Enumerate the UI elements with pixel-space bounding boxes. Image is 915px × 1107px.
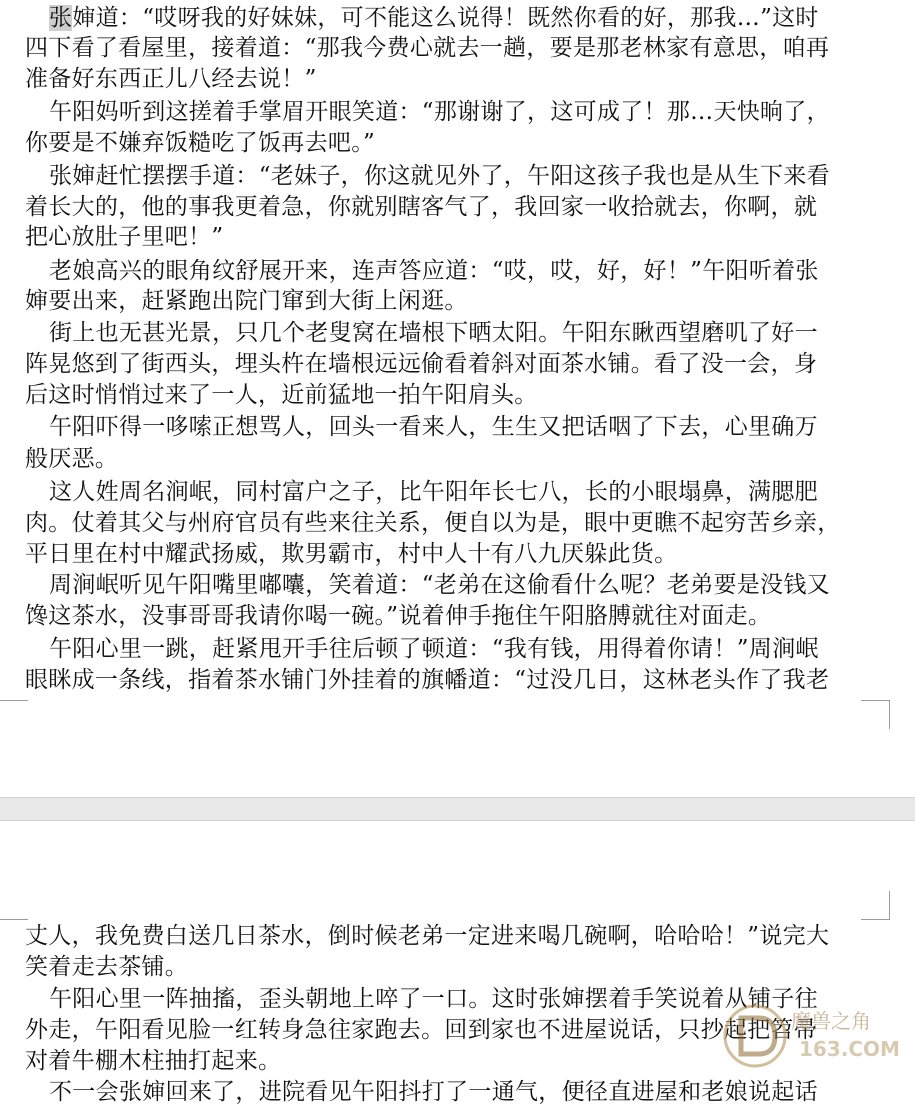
paragraph-start-line: 午阳心里一跳，赶紧甩开手往后顿了顿道：“我有钱，用得着你请！”周涧岷 (49, 636, 819, 662)
page-margin-corner-bottom-left (0, 700, 28, 729)
text-line: 阵晃悠到了街西头，埋头杵在墙根远远偷看着斜对面茶水铺。看了没一会，身 (25, 351, 818, 377)
text-line: 把心放肚子里吧！” (25, 224, 224, 250)
text-line: 般厌恶。 (25, 446, 119, 472)
paragraph-start-line: 午阳吓得一哆嗦正想骂人，回头一看来人，生生又把话咽了下去，心里确万 (49, 414, 818, 440)
text-line: 外走，午阳看见脸一红转身急往家跑去。回到家也不进屋说话，只抄起把笤帚 (25, 1017, 818, 1043)
paragraph-start-line: 老娘高兴的眼角纹舒展开来，连声答应道：“哎，哎，好，好！”午阳听着张 (49, 258, 819, 284)
page-margin-corner-top-left (0, 891, 28, 920)
paragraph-start-line: 午阳妈听到这搓着手掌眉开眼笑道：“那谢谢了，这可成了！那…天快晌了， (49, 99, 830, 125)
text-line: 平日里在村中耀武扬威，欺男霸市，村中人十有八九厌躲此货。 (25, 541, 678, 567)
text-line: 四下看了看屋里，接着道：“那我今费心就去一趟，要是那老林家有意思，咱再 (25, 35, 830, 61)
text-line: 着长大的，他的事我更着急，你就别瞎客气了，我回家一收拾就去，你啊，就 (25, 194, 818, 220)
paragraph-start-line: 周涧岷听见午阳嘴里嘟囔，笑着道：“老弟在这偷看什么呢？老弟要是没钱又 (49, 572, 830, 598)
text-line: 对着牛棚木柱抽打起来。 (25, 1048, 282, 1074)
text-line: 丈人，我免费白送几日茶水，倒时候老弟一定进来喝几碗啊，哈哈哈！”说完大 (25, 923, 830, 949)
paragraph-start-line: 不一会张婶回来了，进院看见午阳抖打了一通气，便径直进屋和老娘说起话 (49, 1079, 818, 1105)
watermark-title: 魔兽之角 (791, 1009, 871, 1033)
paragraph-start-line: 街上也无甚光景，只几个老叟窝在墙根下晒太阳。午阳东瞅西望磨叽了好一 (49, 320, 818, 346)
text-line: 准备好东西正儿八经去说！” (25, 66, 317, 92)
page-break-gap (0, 797, 915, 821)
paragraph-start-line: 午阳心里一阵抽搐，歪头朝地上啐了一口。这时张婶摆着手笑说着从铺子往 (49, 986, 818, 1012)
text-line: 张婶道：“哎呀我的好妹妹，可不能这么说得！既然你看的好，那我…”这时 (49, 5, 819, 31)
selected-character[interactable]: 张 (49, 5, 73, 31)
paragraph-start-line: 这人姓周名涧岷，同村富户之子，比午阳年长七八，长的小眼塌鼻，满腮肥 (49, 479, 818, 505)
watermark-emblem-icon (719, 996, 909, 1074)
text-line: 婶要出来，赶紧跑出院门窜到大街上闲逛。 (25, 288, 468, 314)
paragraph-start-line: 张婶赶忙摆摆手道：“老妹子，你这就见外了，午阳这孩子我也是从生下来看 (49, 163, 830, 189)
text-line: 后这时悄悄过来了一人，近前猛地一拍午阳肩头。 (25, 382, 538, 408)
text-line: 肉。仗着其父与州府官员有些来往关系，便自以为是，眼中更瞧不起穷苦乡亲， (25, 510, 841, 536)
text-line: 笑着走去茶铺。 (25, 954, 189, 980)
text-line: 馋这茶水，没事哥哥我请你喝一碗。”说着伸手拖住午阳胳膊就往对面走。 (25, 603, 772, 629)
text-line: 眼眯成一条线，指着茶水铺门外挂着的旗幡道：“过没几日，这林老头作了我老 (25, 667, 830, 693)
watermark-subtitle: 163.COM (799, 1037, 900, 1061)
page-margin-corner-top-right (861, 891, 890, 920)
watermark-logo (719, 996, 909, 1074)
page-margin-corner-bottom-right (861, 700, 890, 729)
text-line: 你要是不嫌弃饭糙吃了饭再去吧。” (25, 130, 376, 156)
